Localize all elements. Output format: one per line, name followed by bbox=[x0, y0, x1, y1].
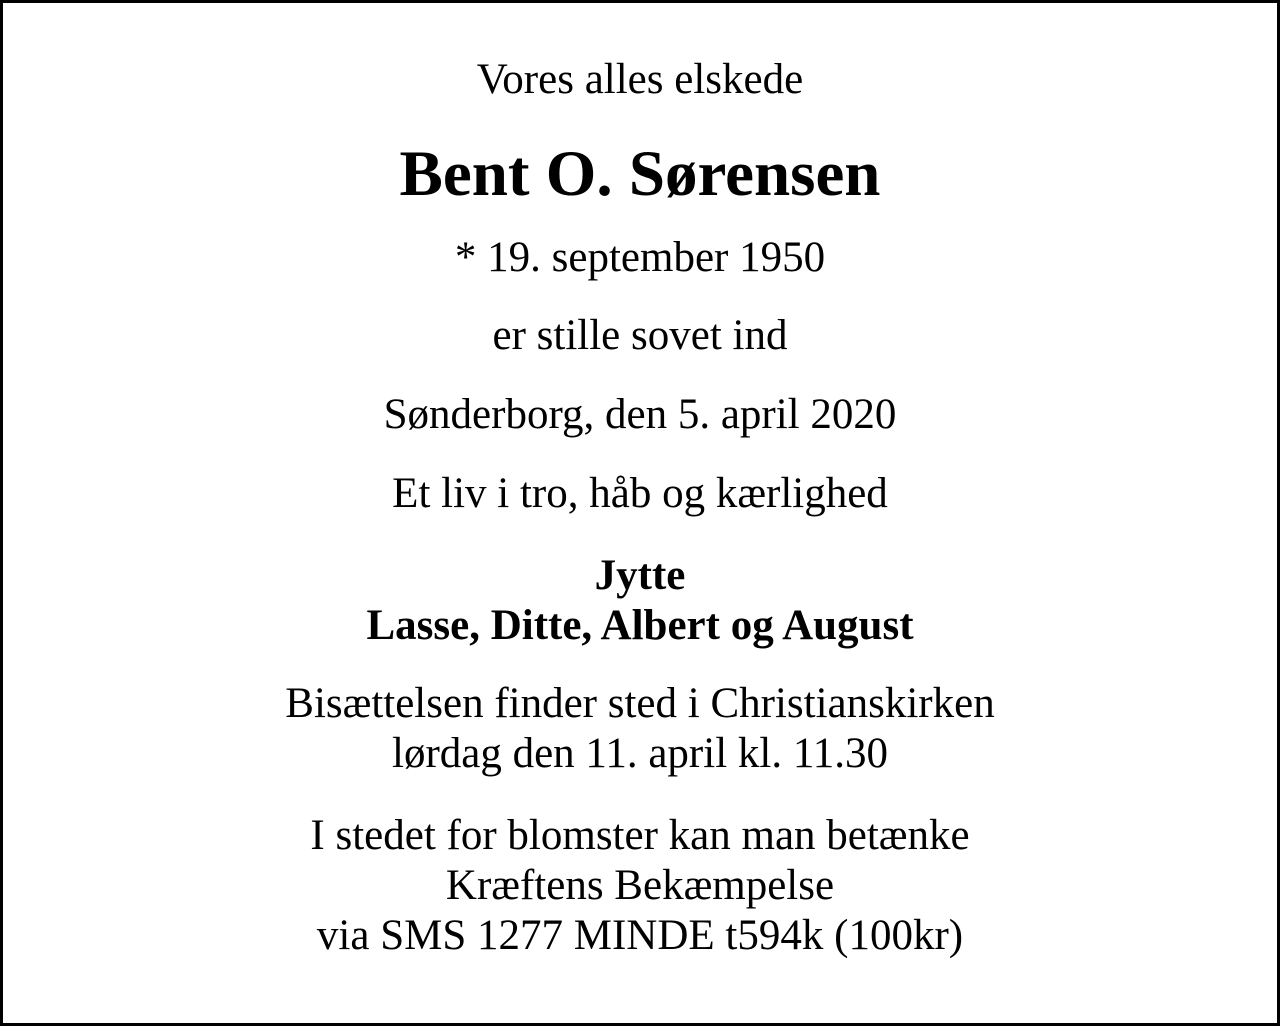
birth-date: * 19. september 1950 bbox=[454, 234, 826, 281]
family-names bbox=[3, 551, 1277, 651]
service-location: Bisættelsen finder sted i Christianskirken bbox=[285, 680, 995, 727]
service-time: lørdag den 11. april kl. 11.30 bbox=[392, 730, 888, 777]
place-and-date: Sønderborg, den 5. april 2020 bbox=[383, 391, 897, 438]
motto-text: Et liv i tro, håb og kærlighed bbox=[392, 470, 888, 517]
charity-info bbox=[3, 811, 1277, 961]
funeral-service-info bbox=[3, 679, 1277, 779]
deceased-name: Bent O. Sørensen bbox=[399, 138, 881, 210]
family-line-children: Lasse, Ditte, Albert og August bbox=[366, 602, 914, 649]
charity-line-2: Kræftens Bekæmpelse bbox=[445, 862, 835, 909]
passed-text: er stille sovet ind bbox=[492, 312, 788, 359]
charity-line-1: I stedet for blomster kan man betænke bbox=[310, 812, 970, 859]
family-line-spouse: Jytte bbox=[594, 552, 686, 599]
intro-text: Vores alles elskede bbox=[476, 56, 804, 103]
charity-line-3: via SMS 1277 MINDE t594k (100kr) bbox=[316, 912, 964, 959]
